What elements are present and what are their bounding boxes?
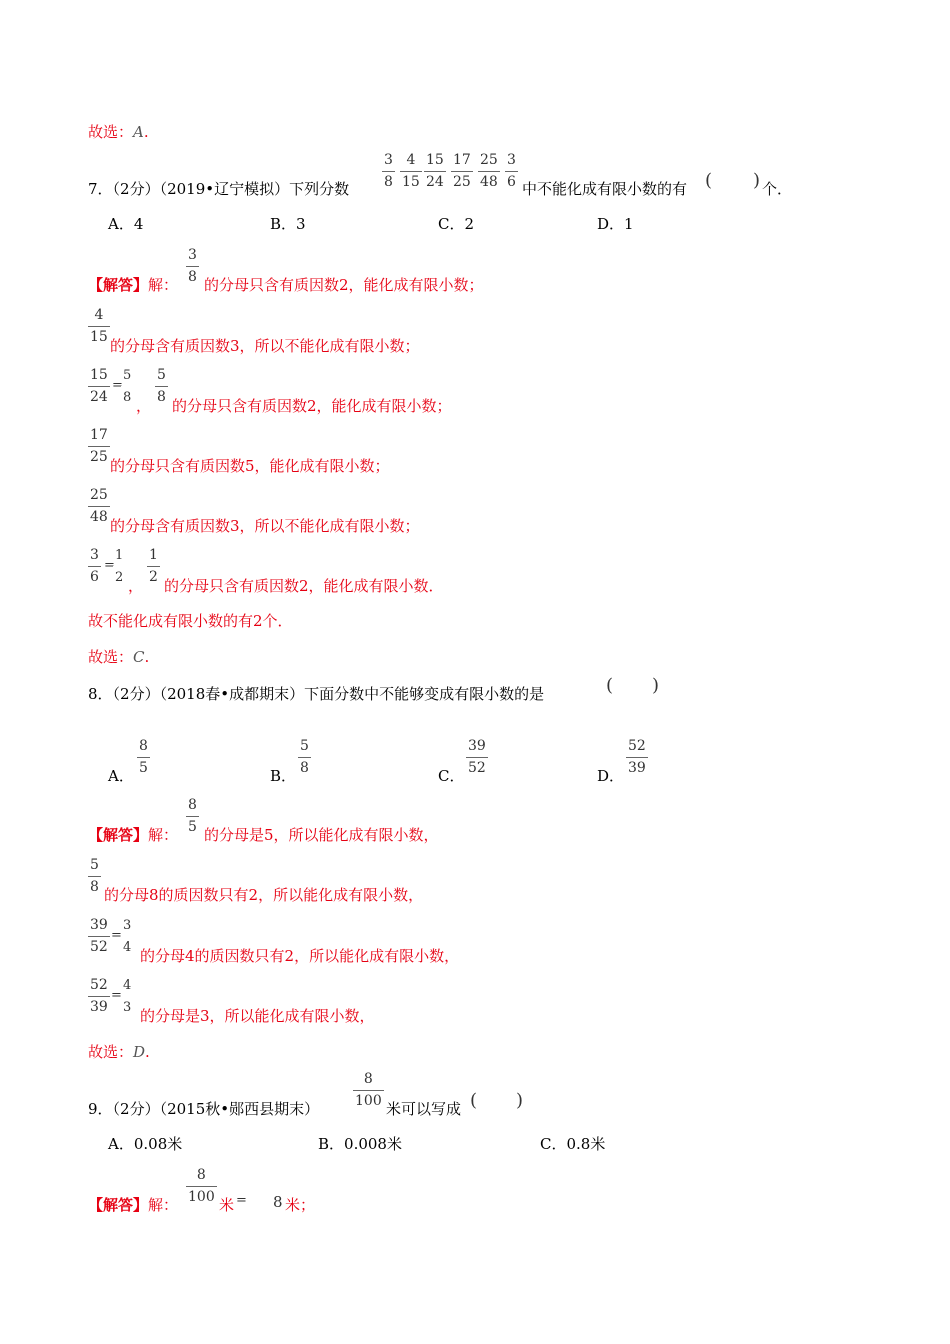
sol-line: 的分母4的质因数只有2，所以能化成有限小数， xyxy=(140,947,460,965)
option-c: C．0.8米 xyxy=(540,1135,606,1153)
sol-fraction: 5 8 xyxy=(157,367,166,405)
blank-paren-left: ( xyxy=(606,675,614,696)
blank-paren-right: ) xyxy=(516,1090,524,1111)
option-d-label: D． xyxy=(597,767,625,785)
answer-line: 故选：C. xyxy=(88,648,150,666)
conclusion: 故不能化成有限小数的有2个． xyxy=(88,612,293,630)
q7-fraction: 25 48 xyxy=(480,152,498,190)
q7-fraction: 3 6 xyxy=(507,152,516,190)
option-b: B．0.008米 xyxy=(318,1135,402,1153)
sol-line: 的分母是3，所以能化成有限小数， xyxy=(140,1007,375,1025)
sol-fraction: 39 52 xyxy=(90,917,108,955)
q7-tail: 中不能化成有限小数的有 xyxy=(522,180,688,198)
q7-after: 个． xyxy=(762,180,793,198)
blank-paren-left: ( xyxy=(705,170,713,191)
sol-unit: 米 xyxy=(219,1196,235,1214)
q9-stem: 9．（2分）（2015秋•郧西县期末） xyxy=(88,1100,320,1118)
option-a: A．4 xyxy=(108,215,144,233)
sol-unit: 米； xyxy=(285,1196,316,1214)
sol-fraction: 8 100 xyxy=(188,1167,215,1205)
q7-fraction: 3 8 xyxy=(384,152,393,190)
answer-line: 故选：D. xyxy=(88,1043,150,1061)
option-b-fraction: 5 8 xyxy=(300,738,309,776)
sol-line: 的分母是5，所以能化成有限小数， xyxy=(204,826,439,844)
option-d-fraction: 52 39 xyxy=(628,738,646,776)
sol-fraction: 5 8 xyxy=(90,857,99,895)
option-a-label: A． xyxy=(108,767,134,785)
sol-number: 8 xyxy=(273,1193,283,1211)
answer-end: . xyxy=(143,123,149,141)
sol-fraction: 25 48 xyxy=(90,487,108,525)
answer-letter: A xyxy=(133,123,144,141)
blank-paren-left: ( xyxy=(470,1090,478,1111)
sol-fraction: 52 39 xyxy=(90,977,108,1015)
equals-sign: = xyxy=(112,378,123,393)
sol-line: 的分母8的质因数只有2，所以能化成有限小数， xyxy=(104,886,424,904)
sol-fraction: 4 15 xyxy=(90,307,108,345)
sol-fraction: 17 25 xyxy=(90,427,108,465)
sol-fraction: 1 2 xyxy=(115,548,124,585)
equals-sign: = xyxy=(111,988,122,1003)
q7-stem: 7．（2分）（2019•辽宁模拟）下列分数 xyxy=(88,180,350,198)
solution-label: 【解答】解： xyxy=(88,276,179,294)
sol-fraction: 15 24 xyxy=(90,367,108,405)
sol-line: 的分母只含有质因数2，能化成有限小数； xyxy=(204,276,484,294)
equals-sign: = xyxy=(111,928,122,943)
q7-fraction: 17 25 xyxy=(453,152,471,190)
solution-label: 【解答】解： xyxy=(88,1196,179,1214)
sol-fraction: 3 4 xyxy=(123,918,132,955)
sol-fraction: 5 8 xyxy=(123,368,132,405)
option-b-label: B． xyxy=(270,767,297,785)
option-b: B．3 xyxy=(270,215,306,233)
sol-line: 的分母含有质因数3，所以不能化成有限小数； xyxy=(110,337,420,355)
sol-fraction: 3 8 xyxy=(188,247,197,285)
sol-fraction: 1 2 xyxy=(149,547,158,585)
answer-prefix: 故选： xyxy=(88,123,134,141)
sol-line: 的分母只含有质因数2，能化成有限小数． xyxy=(164,577,444,595)
option-a-fraction: 8 5 xyxy=(139,738,148,776)
q7-fraction: 4 15 xyxy=(402,152,420,190)
q9-fraction: 8 100 xyxy=(355,1071,382,1109)
sol-line: ， xyxy=(136,397,152,415)
q8-stem: 8．（2分）（2018春•成都期末）下面分数中不能够变成有限小数的是 xyxy=(88,685,545,703)
equals-sign: = xyxy=(104,558,115,573)
option-c-fraction: 39 52 xyxy=(468,738,486,776)
sol-fraction: 4 3 xyxy=(123,978,132,1015)
option-a: A．0.08米 xyxy=(108,1135,183,1153)
sol-fraction: 8 5 xyxy=(188,797,197,835)
q7-fraction: 15 24 xyxy=(426,152,444,190)
sol-fraction: 3 6 xyxy=(90,547,99,585)
option-d: D．1 xyxy=(597,215,634,233)
top-answer xyxy=(88,121,149,142)
blank-paren-right: ) xyxy=(753,170,761,191)
comma: ， xyxy=(128,577,144,595)
sol-line: 的分母只含有质因数2，能化成有限小数； xyxy=(172,397,452,415)
equals-sign: = xyxy=(236,1193,247,1208)
solution-label: 【解答】解： xyxy=(88,826,179,844)
q9-tail: 米可以写成 xyxy=(386,1100,462,1118)
sol-line: 的分母含有质因数3，所以不能化成有限小数； xyxy=(110,517,420,535)
sol-line: 的分母只含有质因数5，能化成有限小数； xyxy=(110,457,390,475)
option-c-label: C． xyxy=(438,767,465,785)
blank-paren-right: ) xyxy=(652,675,660,696)
option-c: C．2 xyxy=(438,215,475,233)
